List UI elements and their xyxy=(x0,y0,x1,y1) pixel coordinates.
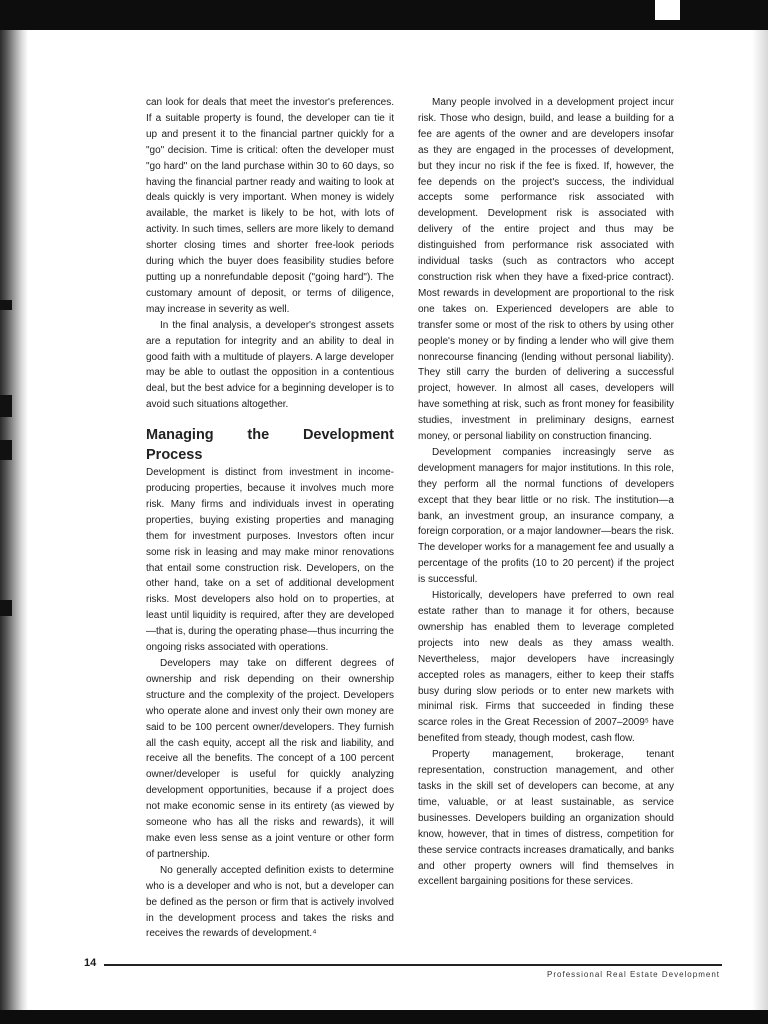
scan-left-mark xyxy=(0,300,12,310)
scan-left-mark xyxy=(0,600,12,616)
right-column xyxy=(418,95,674,890)
scan-top-notch xyxy=(655,0,680,20)
page-number: 14 xyxy=(84,957,97,969)
left-column xyxy=(146,95,394,942)
scan-right-shade xyxy=(752,30,768,1010)
footer-rule xyxy=(104,964,722,966)
scan-top-border xyxy=(0,0,768,30)
body-paragraph: Property management, brokerage, tenant representation, construction management, and other tasks in the skill set of developers can become, at any time, valuable, or at least sustainable, as service businesses. Developers building an organization should know, however, that in times of distress, competition for these service contracts increases dramatically, and banks and other property owners will find themselves in excellent bargaining positions for these services. xyxy=(418,749,674,888)
body-paragraph: Development is distinct from investment in income-producing properties, because it involves much more risk. Many firms and individuals invest in operating properties, buying existing properties and managing them for investment purposes. Investors often incur some risk in leasing and may make minor renovations that entail some construction risk. Developers, on the other hand, take on a set of additional development risks. Most developers also hold on to properties, at least until liquidity is required, after they are developed—that is, during the operating phase—thus incurring the ongoing risks associated with operations. xyxy=(146,467,394,654)
scan-left-mark xyxy=(0,440,12,460)
body-paragraph: Many people involved in a development project incur risk. Those who design, build, and lease a building for a fee are agents of the owner and are developers insofar as they are engaged in the processes of development, but they incur no risk if the fee is fixed. If, however, the fee depends on the project's success, the individual accepts some performance risk associated with development. Development risk is associated with delivery of the entire project and thus may be distinguished from performance risk associated with individual tasks (such as contractors who accept construction risk when they have a fixed-price contract). Most rewards in development are proportional to the risk one takes on. Experienced developers are able to transfer some or most of the risk to others by using other people's money or by finding a lender who will give them nonrecourse financing (lending without personal liability). They still carry the burden of delivering a successful project, however. In almost all cases, developers will have something at risk, such as front money for feasibility studies, investment in preliminary designs, earnest money, or personal liability on construction financing. xyxy=(418,97,674,443)
scan-left-mark xyxy=(0,395,12,417)
running-footer-title: Professional Real Estate Development xyxy=(547,970,720,979)
body-paragraph: Developers may take on different degrees of ownership and risk depending on their ownership structure and the complexity of the project. Developers who operate alone and invest only their own money are said to be 100 percent owner/developers. They furnish all the cash equity, accept all the risk and liability, and receive all the benefits. The concept of a 100 percent owner/developer is useful for quickly analyzing development opportunities, because if a project does not make economic sense in its entirety (as viewed by someone who has all the risks and rewards), it will make even less sense as a joint venture or other form of partnership. xyxy=(146,658,394,860)
scan-bottom-border xyxy=(0,1010,768,1024)
scan-left-edge xyxy=(0,30,28,1024)
body-paragraph: No generally accepted definition exists to determine who is a developer and who is not, but a developer can be defined as the person or firm that is actively involved in the development process and takes the risks and receives the rewards of development.⁴ xyxy=(146,864,394,940)
body-paragraph: can look for deals that meet the investor's preferences. If a suitable property is found, the developer can tie it up and present it to the financial partner quickly for a "go" decision. Time is critical: often the developer must "go hard" on the land purchase within 30 to 60 days, so having the financial partner ready and waiting to look at deals quickly is very important. When money is widely available, the market is likely to be hot, with lots of activity. In such times, sellers are more likely to demand shorter closing times and shorter free-look periods during which the buyer does feasibility studies before putting up a nonrefundable deposit ("going hard"). The customary amount of deposit, or terms of diligence, may increase in severity as well. xyxy=(146,97,394,315)
body-paragraph: Development companies increasingly serve as development managers for major institutions. In this role, they perform all the normal functions of developers except that they bear little or no risk. The institution—a bank, an investment group, an insurance company, a foreign corporation, or a major landowner—bears the risk. The developer works for a management fee and usually a percentage of the profits (10 to 20 percent) if the project is successful. xyxy=(418,446,674,586)
body-paragraph: Historically, developers have preferred to own real estate rather than to manage it for others, because ownership has enabled them to leverage completed projects into new deals as they amass wealth. Nevertheless, major developers have increasingly accepted roles as managers, either to keep their staffs busy during slow periods or to enter new markets with minimal risk. Firms that succeeded in finding these scarce roles in the Great Recession of 2007–2009⁵ have benefited from steady, though modest, cash flow. xyxy=(418,590,674,745)
section-heading: Managing the Development Process xyxy=(146,427,394,464)
body-paragraph: In the final analysis, a developer's strongest assets are a reputation for integrity and an ability to deal in good faith with a multitude of players. A large developer may be able to outlast the opposition in a contentious deal, but the best advice for a beginning developer is to avoid such situations altogether. xyxy=(146,319,394,411)
